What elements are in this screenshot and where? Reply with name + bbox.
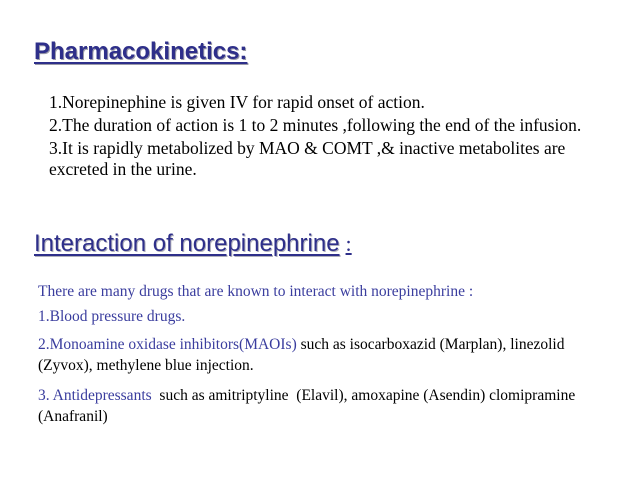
item-detail: such as isocarboxazid (Marplan), linezolid (Zyvox), methylene blue injection. bbox=[38, 336, 565, 374]
pharmacokinetics-heading: Pharmacokinetics: bbox=[34, 38, 248, 65]
interaction-item-maois bbox=[38, 334, 618, 376]
interaction-item-antidepressants bbox=[38, 385, 618, 427]
interaction-intro: There are many drugs that are known to interact with norepinephrine : bbox=[38, 283, 474, 300]
list-item: 1.Norepinephine is given IV for rapid onset of action. bbox=[49, 92, 425, 112]
interaction-heading bbox=[34, 230, 352, 258]
interaction-heading-colon: : bbox=[345, 231, 352, 256]
interaction-heading-title: Interaction of norepinephrine bbox=[34, 230, 340, 257]
item-detail: such as amitriptyline (Elavil), amoxapine (Asendin) clomipramine (Anafranil) bbox=[38, 387, 580, 425]
list-item: 3.It is rapidly metabolized by MAO & COMT ,& inactive metabolites are excreted in the urine. bbox=[49, 138, 566, 179]
item-lead: 2.Monoamine oxidase inhibitors(MAOIs) bbox=[38, 336, 297, 353]
item-lead: 3. Antidepressants bbox=[38, 387, 152, 404]
interaction-item-blood-pressure: 1.Blood pressure drugs. bbox=[38, 308, 186, 325]
list-item: 2.The duration of action is 1 to 2 minutes ,following the end of the infusion. bbox=[49, 115, 582, 135]
pharmacokinetics-list bbox=[49, 92, 624, 182]
